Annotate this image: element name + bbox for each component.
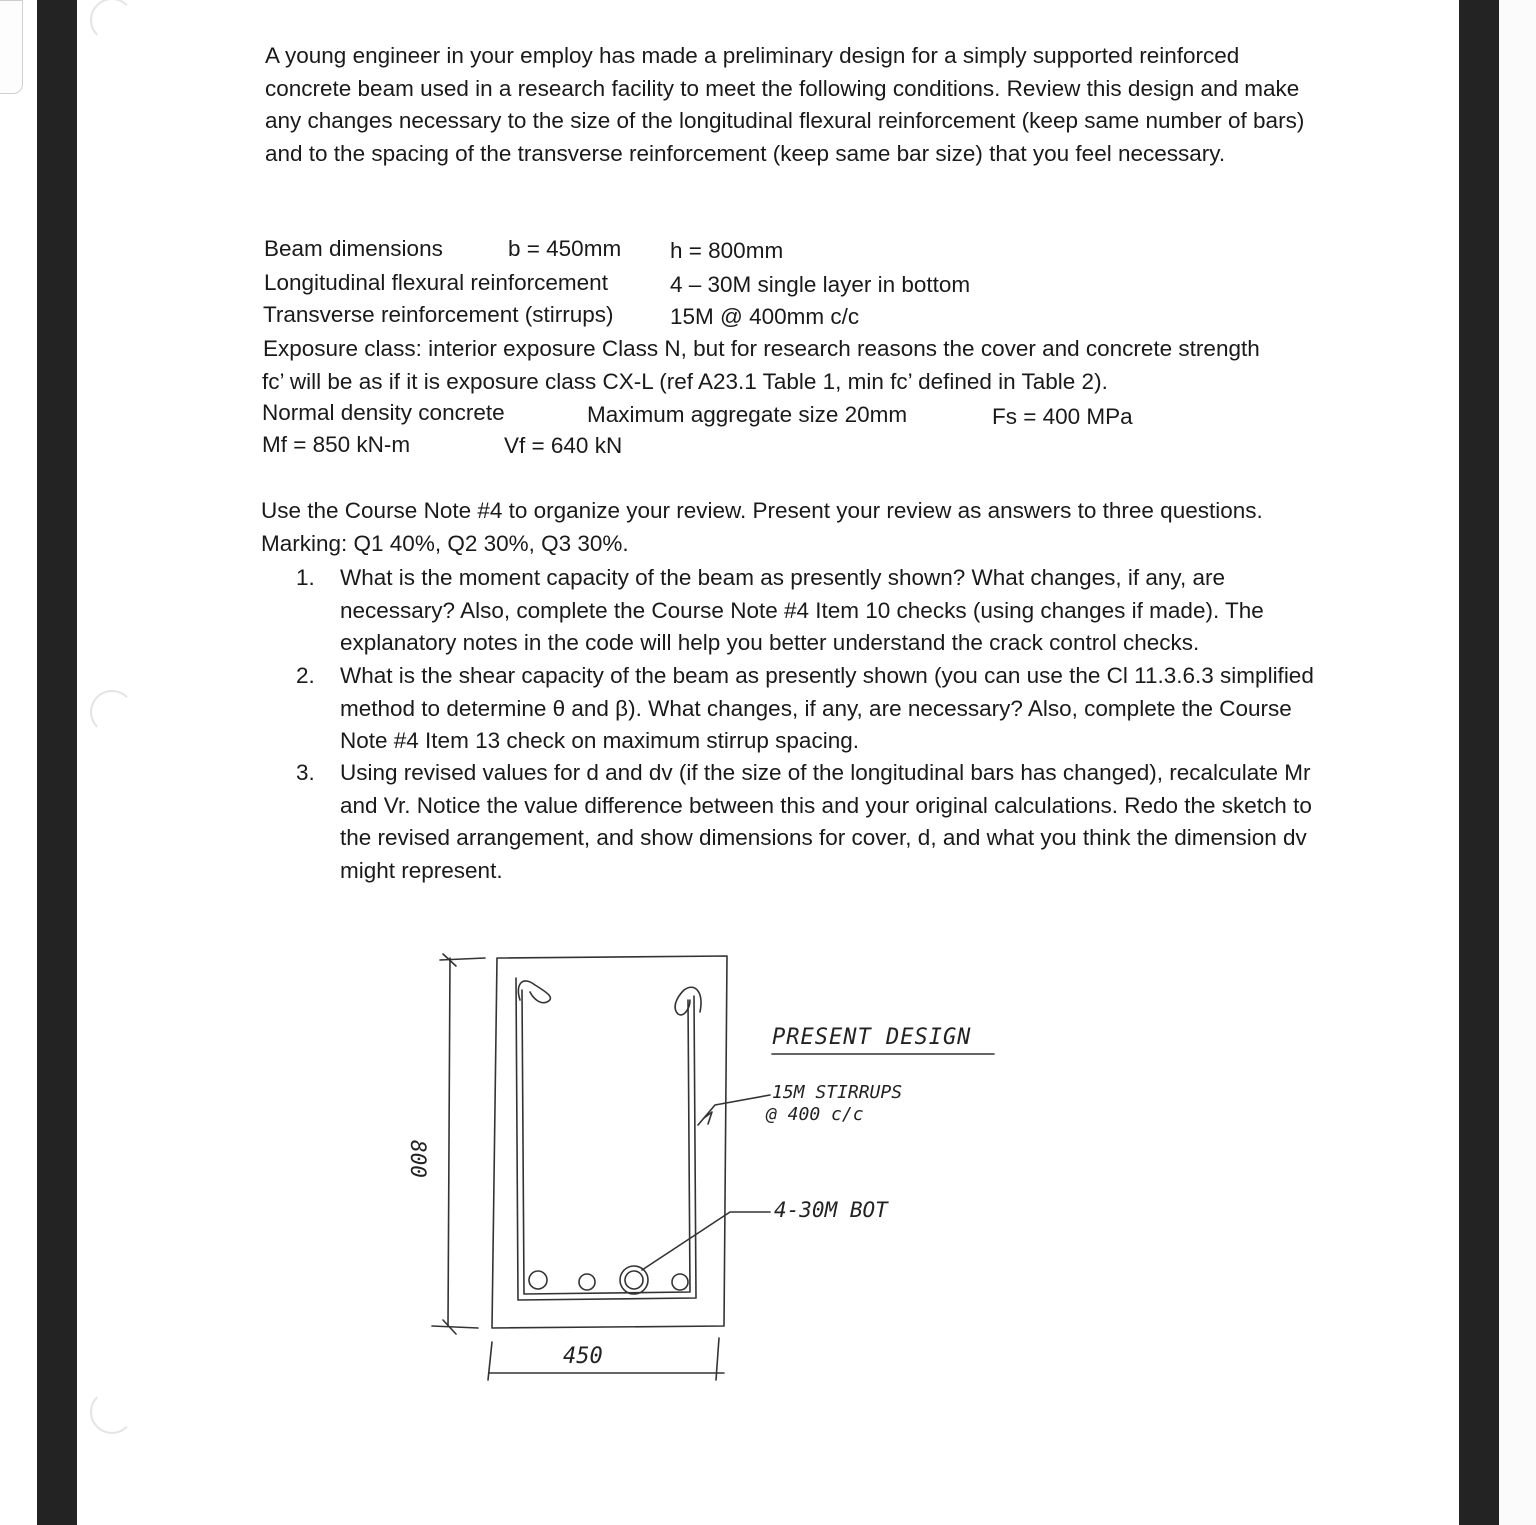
page-curl-mark-bottom bbox=[90, 1390, 134, 1434]
instructions-line2: Marking: Q1 40%, Q2 30%, Q3 30%. bbox=[261, 531, 629, 556]
question-1 bbox=[296, 562, 1326, 660]
window-edge-tab bbox=[0, 0, 23, 94]
spec-beam-label: Beam dimensions bbox=[264, 236, 443, 261]
question-number: 2. bbox=[296, 663, 315, 688]
stirrup-label-line2: @ 400 c/c bbox=[766, 1104, 864, 1125]
viewer-left-margin bbox=[37, 0, 77, 1525]
bars-label: 4-30M BOT bbox=[774, 1198, 888, 1222]
question-number: 1. bbox=[296, 565, 315, 590]
spec-trans-label: Transverse reinforcement (stirrups) bbox=[263, 302, 614, 327]
spec-long-label: Longitudinal flexural reinforcement bbox=[264, 270, 608, 295]
instructions-line1: Use the Course Note #4 to organize your review. Present your review as answers to three questions. bbox=[261, 498, 1263, 523]
spec-fs: Fs = 400 MPa bbox=[992, 404, 1133, 429]
spec-h-value: h = 800mm bbox=[670, 238, 784, 263]
question-text: Using revised values for d and dv (if the size of the longitudinal bars has changed), recalculate Mr and Vr. Notice the value difference between this and your original calculations. Redo the sketch to the revised arrangement, and show dimensions for cover, d, and what you think the dimension dv might represent. bbox=[340, 760, 1312, 883]
spec-concrete: Normal density concrete bbox=[262, 400, 505, 425]
spec-long-value: 4 – 30M single layer in bottom bbox=[670, 272, 971, 297]
stirrup-label-line1: 15M STIRRUPS bbox=[772, 1082, 903, 1103]
question-3 bbox=[296, 757, 1326, 887]
question-2 bbox=[296, 660, 1326, 758]
question-number: 3. bbox=[296, 760, 315, 785]
spec-exposure-line2: fc’ will be as if it is exposure class CX-L (ref A23.1 Table 1, min fc’ defined in Table 2). bbox=[262, 369, 1108, 394]
intro-paragraph: A young engineer in your employ has made a preliminary design for a simply supported reinforced concrete beam used in a research facility to meet the following conditions. Review this design and make any changes necessary to the size of the longitudinal flexural reinforcement (keep same number of bars) and to the spacing of the transverse reinforcement (keep same bar size) that you feel necessary. bbox=[265, 43, 1305, 166]
spec-b-value: b = 450mm bbox=[508, 236, 622, 261]
page-curl-mark-middle bbox=[90, 690, 134, 734]
question-text: What is the moment capacity of the beam as presently shown? What changes, if any, are necessary? Also, complete the Course Note #4 Item 10 checks (using changes if made). The explanatory notes in the code will help you better understand the crack control checks. bbox=[340, 565, 1264, 655]
spec-aggregate: Maximum aggregate size 20mm bbox=[587, 402, 908, 427]
spec-vf: Vf = 640 kN bbox=[504, 433, 623, 458]
width-dimension-label: 450 bbox=[563, 1344, 603, 1369]
sketch-title: PRESENT DESIGN bbox=[772, 1025, 972, 1050]
question-text: What is the shear capacity of the beam as presently shown (you can use the Cl 11.3.6.3 simplified method to determine θ and β). What changes, if any, are necessary? Also, complete the Course Note #4 Item 13 check on maximum stirrup spacing. bbox=[340, 663, 1314, 753]
spec-trans-value: 15M @ 400mm c/c bbox=[670, 304, 860, 329]
spec-mf: Mf = 850 kN-m bbox=[262, 432, 411, 457]
spec-exposure-line1: Exposure class: interior exposure Class N, but for research reasons the cover and concrete strength bbox=[263, 336, 1260, 361]
height-dimension-label: 800 bbox=[406, 1140, 430, 1178]
viewer-right-margin bbox=[1459, 0, 1499, 1525]
page-curl-mark-top bbox=[90, 0, 134, 42]
viewer-right-edge bbox=[1499, 0, 1536, 1525]
